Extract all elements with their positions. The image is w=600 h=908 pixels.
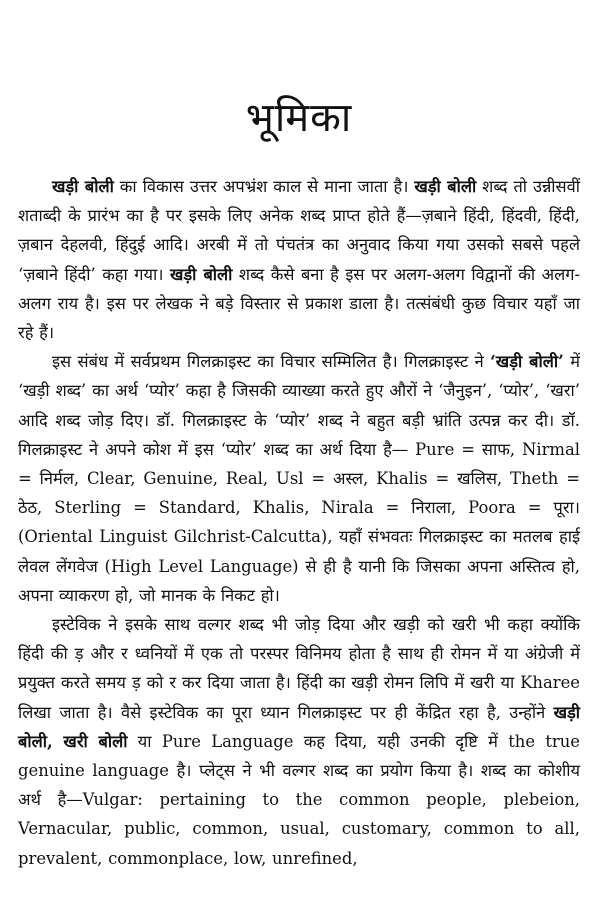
para2-run-3: में ‘खड़ी शब्द’ का अर्थ ‘प्योर’ कहा है जिसकी व्याख्या करते हुए औरों ने ‘जैनुइन’, ‘प्योर’, ‘खरा’ आदि शब्द जोड़ दिए। डॉ. गिलक्राइस्ट के ‘प्योर’ शब्द ने बहुत बड़ी भ्रांति उत्पन्न कर दी। डॉ. गिलक्राइस्ट ने अपने कोश में इस ‘प्योर’ शब्द का अर्थ दिया है— Pure = साफ, Nirmal = निर्मल, Clear, Genuine, Real, Usl = अस्ल, Khalis = खलिस, Theth = ठेठ, Sterling = Standard, Khalis, Nirala = निराला, Poora = पूरा। (Oriental Linguist Gilchrist-Calcutta), यहाँ संभवतः गिलक्राइस्ट का मतलब हाई लेवल लेंगवेज (High Level Language) से ही है यानी कि जिसका अपना अस्तित्व हो, अपना व्याकरण हो, जो मानक के निकट हो। xyxy=(18,352,580,605)
para2-run-1: इस संबंध में सर्वप्रथम गिलक्राइस्ट का विचार सम्मिलित है। गिलक्राइस्ट ने xyxy=(52,352,491,372)
para3-run-2: खड़ी बोली, खरी बोली xyxy=(18,702,580,751)
para3-run-3: या Pure Language कह दिया, यही उनकी दृष्टि में the true genuine language है। प्लेट्स ने भी वल्गर शब्द का प्रयोग किया है। शब्द का कोशीय अर्थ है—Vulgar: pertaining to the common people, plebeion, Vernacular, public, common, usual, customary, common to all, prevalent, commonplace, low, unrefined, xyxy=(18,731,580,868)
para1-run-2: का विकास उत्तर अपभ्रंश काल से माना जाता है। xyxy=(113,177,415,196)
para2-run-2: ‘खड़ी बोली’ xyxy=(490,352,564,372)
para1-run-3: खड़ी बोली xyxy=(414,177,477,196)
para1-run-1: खड़ी बोली xyxy=(52,177,114,196)
paragraph-3 xyxy=(18,610,580,873)
paragraph-2 xyxy=(18,347,580,610)
paragraph-1 xyxy=(18,172,580,347)
para1-run-6: शब्द कैसे बना है इस पर अलग-अलग विद्वानों की अलग-अलग राय है। इस पर लेखक ने बड़े विस्तार से प्रकाश डाला है। तत्संबंधी कुछ विचार यहाँ जा रहे हैं। xyxy=(18,264,581,343)
para1-run-4: शब्द तो उन्नीसवीं शताब्दी के प्रारंभ का है पर इसके लिए अनेक शब्द प्राप्त होते हैं—ज़बाने हिंदी, हिंदवी, हिंदी, ज़बान देहलवी, हिंदुई आदि। अरबी में तो पंचतंत्र का अनुवाद किया गया उसको सबसे पहले ‘ज़बाने हिंदी’ कहा गया। xyxy=(18,177,580,284)
para3-run-1: इस्टेविक ने इसके साथ वल्गर शब्द भी जोड़ दिया और खड़ी को खरी भी कहा क्योंकि हिंदी की ड़ और र ध्वनियों में एक तो परस्पर विनिमय होता है साथ ही रोमन में या अंग्रेजी में प्रयुक्त करते समय ड़ को र कर दिया जाता है। हिंदी का खड़ी रोमन लिपि में खरी या Kharee लिखा जाता है। वैसे इस्टेविक का पूरा ध्यान गिलक्राइस्ट पर ही केंद्रित रहा है, उन्होंने xyxy=(18,615,580,722)
page-title: भूमिका xyxy=(245,95,353,141)
para1-run-5: खड़ी बोली xyxy=(170,264,233,284)
